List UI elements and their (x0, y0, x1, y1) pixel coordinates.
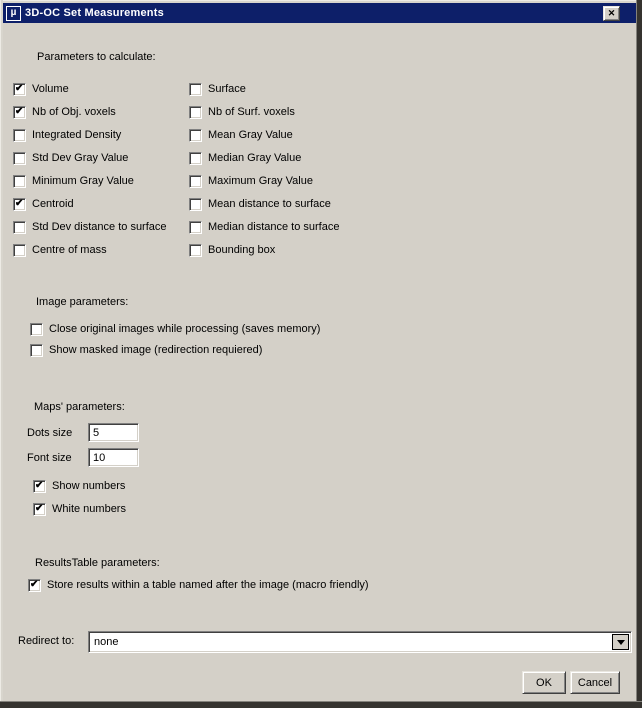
ok-button[interactable]: OK (522, 671, 566, 694)
checkbox-box[interactable] (189, 129, 202, 142)
checkbox-label[interactable]: Nb of Obj. voxels (32, 106, 116, 118)
checkbox-box[interactable] (28, 579, 41, 592)
checkbox-surface[interactable] (189, 82, 246, 96)
checkbox-label[interactable]: Std Dev distance to surface (32, 221, 167, 233)
checkbox-store-results[interactable] (28, 578, 369, 592)
checkbox-label[interactable]: Surface (208, 83, 246, 95)
checkbox-label[interactable]: Std Dev Gray Value (32, 152, 129, 164)
checkbox-max-gray[interactable] (189, 174, 313, 188)
checkbox-label[interactable]: White numbers (52, 503, 126, 515)
checkbox-label[interactable]: Integrated Density (32, 129, 122, 141)
checkbox-box[interactable] (189, 198, 202, 211)
checkbox-label[interactable]: Median Gray Value (208, 152, 302, 164)
checkbox-box[interactable] (189, 83, 202, 96)
section-label-maps-parameters: Maps' parameters: (34, 401, 125, 413)
checkbox-std-dev-distance[interactable] (13, 220, 167, 234)
dots-size-label: Dots size (27, 427, 73, 439)
checkbox-label[interactable]: Volume (32, 83, 69, 95)
section-label-image-parameters: Image parameters: (36, 296, 129, 308)
checkbox-volume[interactable] (13, 82, 69, 96)
checkbox-centre-of-mass[interactable] (13, 243, 107, 257)
redirect-to-dropdown[interactable] (88, 631, 632, 653)
checkbox-label[interactable]: Nb of Surf. voxels (208, 106, 295, 118)
checkbox-box[interactable] (189, 106, 202, 119)
checkbox-label[interactable]: Mean distance to surface (208, 198, 331, 210)
redirect-to-label: Redirect to: (18, 635, 75, 647)
cancel-button[interactable]: Cancel (570, 671, 620, 694)
checkbox-box[interactable] (13, 106, 26, 119)
checkbox-box[interactable] (13, 198, 26, 211)
window-border-bottom (0, 701, 642, 708)
checkbox-box[interactable] (33, 503, 46, 516)
checkbox-nb-obj-voxels[interactable] (13, 105, 116, 119)
checkbox-mean-gray[interactable] (189, 128, 293, 142)
checkbox-box[interactable] (13, 129, 26, 142)
checkbox-nb-surf-voxels[interactable] (189, 105, 295, 119)
checkbox-label[interactable]: Store results within a table named after the image (macro friendly) (47, 579, 369, 591)
close-button[interactable] (603, 6, 620, 21)
checkbox-box[interactable] (189, 175, 202, 188)
section-label-resultstable: ResultsTable parameters: (35, 557, 160, 569)
checkbox-bounding-box[interactable] (189, 243, 275, 257)
checkbox-show-masked-image[interactable] (30, 343, 262, 357)
checkbox-label[interactable]: Show numbers (52, 480, 126, 492)
checkbox-show-numbers[interactable] (33, 479, 125, 493)
checkbox-label[interactable]: Minimum Gray Value (32, 175, 134, 187)
checkbox-label[interactable]: Median distance to surface (208, 221, 340, 233)
dropdown-arrow-button[interactable] (612, 634, 629, 650)
dropdown-selected-value: none (94, 636, 119, 648)
checkbox-label[interactable]: Show masked image (redirection requiered) (49, 344, 263, 356)
checkbox-min-gray[interactable] (13, 174, 134, 188)
checkbox-box[interactable] (30, 323, 43, 336)
checkbox-label[interactable]: Bounding box (208, 244, 276, 256)
checkbox-close-original-images[interactable] (30, 322, 320, 336)
window-border-right (636, 0, 642, 708)
checkbox-box[interactable] (13, 244, 26, 257)
app-icon-glyph: µ (10, 7, 17, 18)
imagej-app-icon (6, 6, 21, 21)
checkbox-box[interactable] (13, 175, 26, 188)
checkbox-box[interactable] (13, 83, 26, 96)
checkbox-label[interactable]: Close original images while processing (saves memory) (49, 323, 321, 335)
checkbox-label[interactable]: Centre of mass (32, 244, 107, 256)
checkbox-white-numbers[interactable] (33, 502, 126, 516)
checkbox-mean-distance[interactable] (189, 197, 331, 211)
checkbox-box[interactable] (30, 344, 43, 357)
dots-size-input[interactable] (88, 423, 139, 442)
chevron-down-icon (617, 640, 625, 645)
checkbox-centroid[interactable] (13, 197, 74, 211)
window-border-left (0, 0, 3, 708)
checkbox-box[interactable] (13, 221, 26, 234)
section-label-parameters: Parameters to calculate: (37, 51, 156, 63)
checkbox-box[interactable] (189, 152, 202, 165)
checkbox-box[interactable] (189, 221, 202, 234)
checkbox-median-distance[interactable] (189, 220, 339, 234)
title-bar[interactable] (3, 3, 636, 23)
close-icon: ✕ (607, 8, 616, 18)
checkbox-median-gray[interactable] (189, 151, 301, 165)
font-size-label: Font size (27, 452, 72, 464)
checkbox-box[interactable] (13, 152, 26, 165)
font-size-input[interactable] (88, 448, 139, 467)
window-title: 3D-OC Set Measurements (25, 7, 164, 19)
checkbox-std-dev-gray[interactable] (13, 151, 128, 165)
checkbox-label[interactable]: Maximum Gray Value (208, 175, 313, 187)
checkbox-label[interactable]: Mean Gray Value (208, 129, 293, 141)
checkbox-label[interactable]: Centroid (32, 198, 74, 210)
checkbox-box[interactable] (33, 480, 46, 493)
checkbox-integrated-density[interactable] (13, 128, 121, 142)
checkbox-box[interactable] (189, 244, 202, 257)
